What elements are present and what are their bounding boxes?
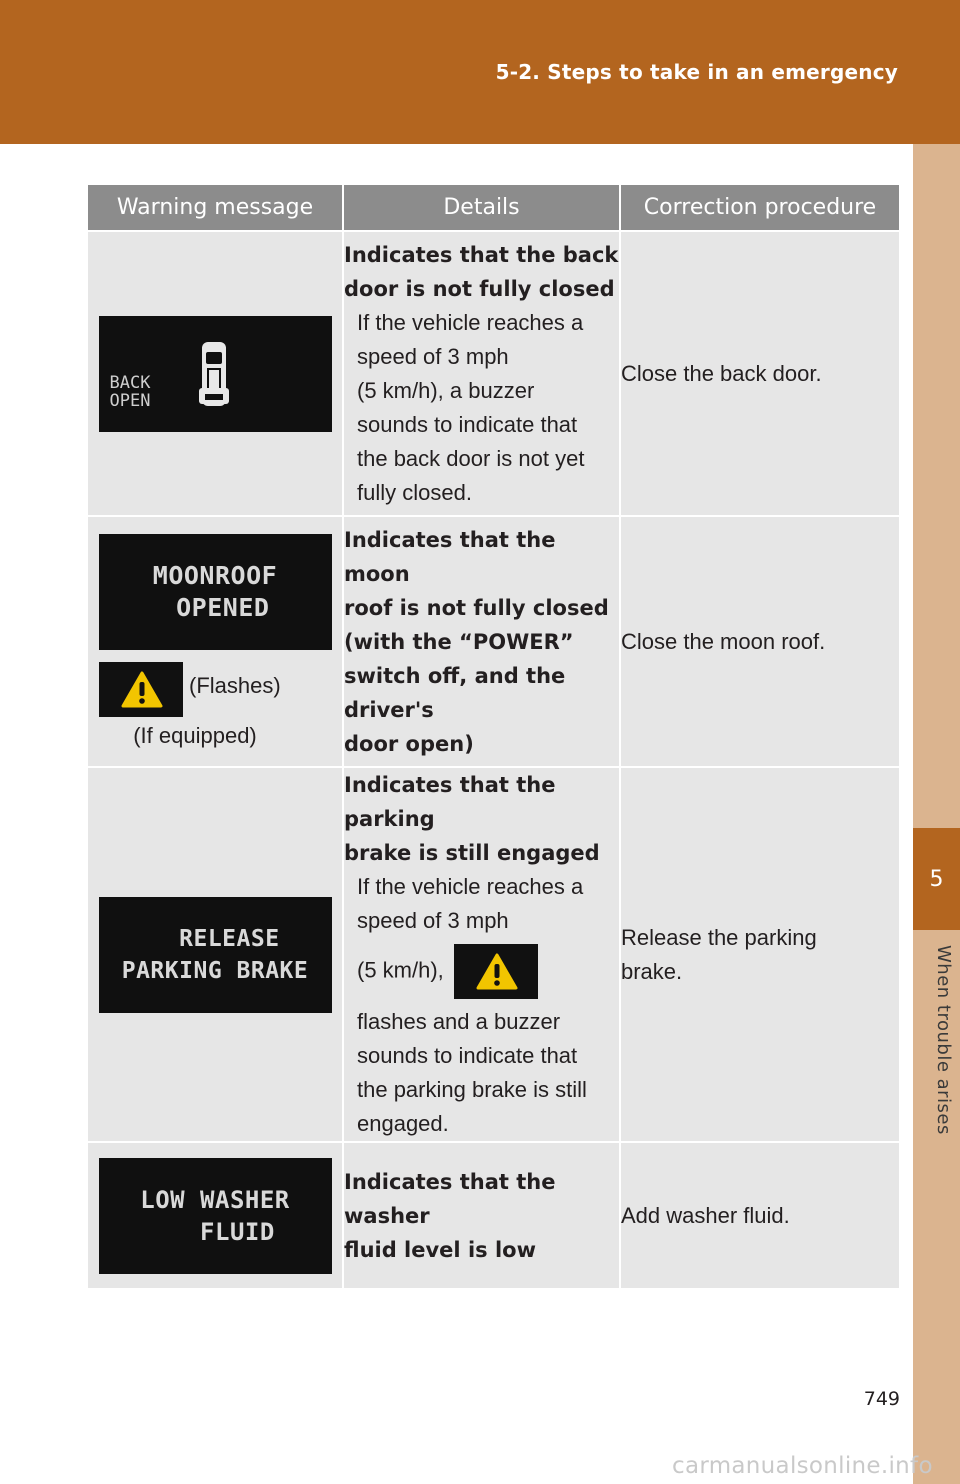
back-open-display-text: BACK OPEN	[109, 372, 151, 411]
correction-cell: Add washer fluid.	[620, 1142, 899, 1288]
chapter-title: When trouble arises	[933, 945, 954, 1135]
table-header-row	[88, 185, 899, 231]
moonroof-display-text: MOONROOF OPENED	[152, 561, 278, 622]
watermark: carmanualsonline.info	[672, 1453, 933, 1479]
moonroof-opened-display	[99, 534, 332, 650]
parking-brake-display-text: RELEASE PARKING BRAKE	[121, 925, 309, 984]
details-cell	[343, 1142, 620, 1288]
flash-indicator-row	[99, 662, 342, 717]
details-heading: Indicates that the parking brake is still engaged	[344, 773, 600, 865]
header-correction-procedure: Correction procedure	[620, 185, 899, 231]
low-washer-fluid-display	[99, 1158, 332, 1274]
warning-table	[88, 185, 899, 1288]
warning-indicator	[454, 944, 538, 999]
chapter-number: 5	[929, 866, 944, 892]
chapter-tab	[913, 828, 960, 930]
if-equipped-label: (If equipped)	[133, 723, 257, 748]
table-row-parking-brake	[88, 767, 899, 1142]
correction-cell: Close the back door.	[620, 231, 899, 516]
section-title: 5-2. Steps to take in an emergency	[495, 60, 898, 84]
details-cell	[343, 767, 620, 1142]
back-open-display	[99, 316, 332, 432]
warning-display-cell	[88, 1142, 343, 1288]
washer-display-text: LOW WASHER FLUID	[140, 1185, 290, 1246]
details-heading: Indicates that the back door is not fully closed	[344, 242, 619, 301]
flashes-label: (Flashes)	[189, 672, 281, 698]
release-parking-brake-display	[99, 897, 332, 1013]
warning-triangle-icon	[476, 953, 518, 990]
header-warning-message: Warning message	[88, 185, 343, 231]
inline-warning-line: (5 km/h),	[357, 944, 619, 999]
details-heading: Indicates that the washer fluid level is low	[344, 1169, 556, 1262]
details-cell	[343, 516, 620, 767]
header-details: Details	[343, 185, 620, 231]
correction-cell: Release the parking brake.	[620, 767, 899, 1142]
page-number: 749	[863, 1388, 900, 1410]
warning-triangle-icon	[121, 671, 163, 708]
details-body: If the vehicle reaches a speed of 3 mph (5 km/h), a buzzer sounds to indicate that the back door is not yet fully closed.	[357, 309, 585, 505]
table-row-moonroof	[88, 516, 899, 767]
table-row-washer-fluid	[88, 1142, 899, 1288]
table-row-back-open	[88, 231, 899, 516]
warning-display-cell	[88, 231, 343, 516]
details-cell	[343, 231, 620, 516]
warning-display-cell	[88, 516, 343, 767]
details-body: If the vehicle reaches a speed of 3 mph (5 km/h), flashes and a buzzer sounds to indicate that the parking brake is still engaged.	[344, 870, 619, 1141]
warning-indicator	[99, 662, 183, 717]
correction-cell: Close the moon roof.	[620, 516, 899, 767]
warning-display-cell	[88, 767, 343, 1142]
side-strip	[913, 144, 960, 1484]
details-heading: Indicates that the moon roof is not fully closed (with the “POWER” switch off, and the driver's door open)	[344, 527, 609, 756]
car-top-view-icon	[199, 340, 229, 408]
